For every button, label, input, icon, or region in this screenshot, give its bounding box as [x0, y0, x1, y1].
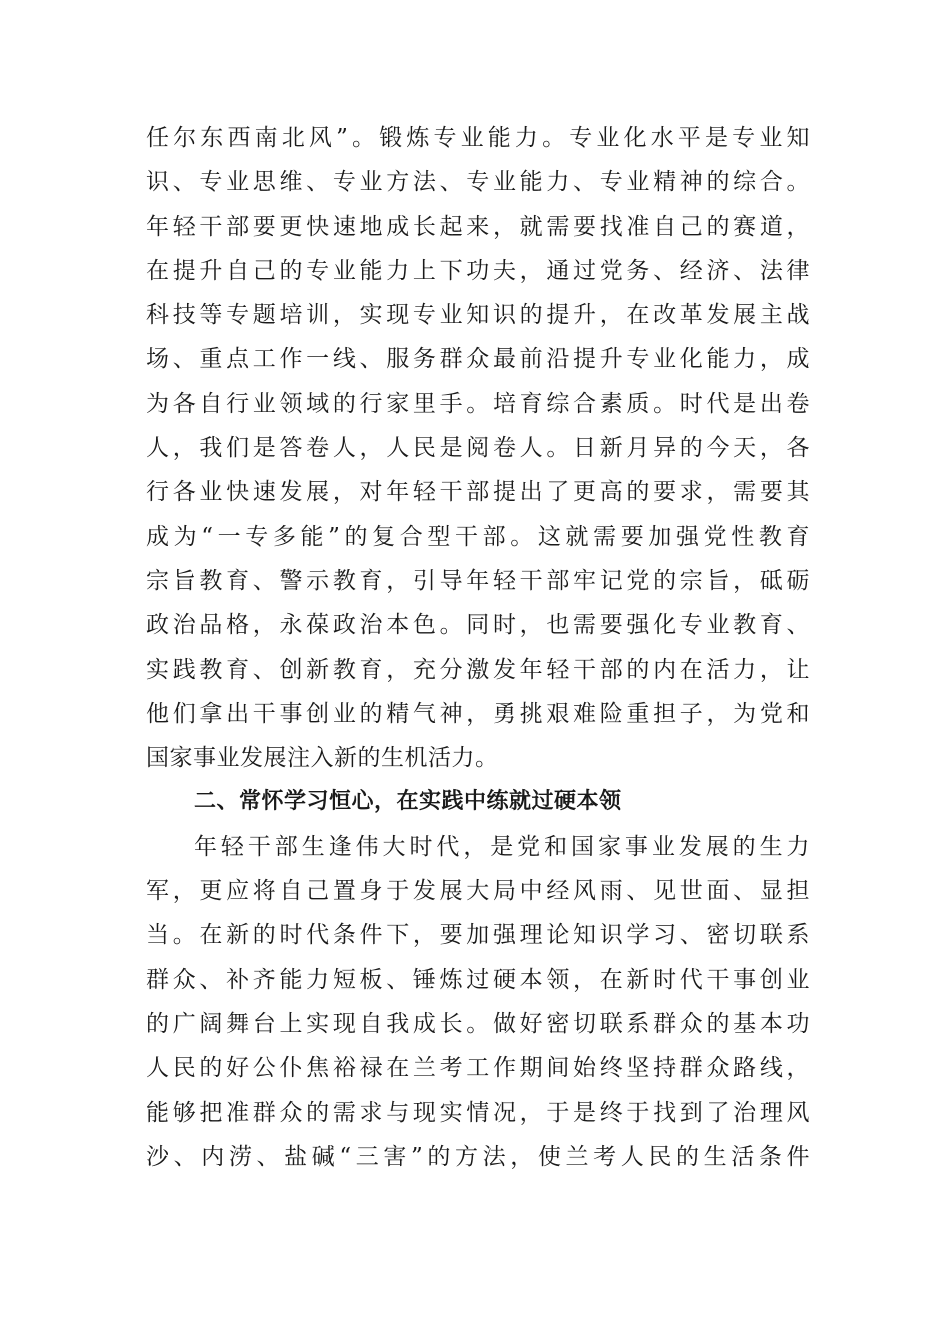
paragraph-1-line: 行各业快速发展，对年轻干部提出了更高的要求，需要其 — [146, 479, 810, 506]
document-body — [146, 116, 810, 1179]
paragraph-1-line: 人，我们是答卷人，人民是阅卷人。日新月异的今天，各 — [146, 435, 810, 462]
paragraph-1-line: 政治品格，永葆政治本色。同时，也需要强化专业教育、 — [146, 612, 810, 639]
paragraph-1-line: 场、重点工作一线、服务群众最前沿提升专业化能力，成 — [146, 346, 810, 373]
paragraph-1-line: 识、专业思维、专业方法、专业能力、专业精神的综合。 — [146, 169, 810, 196]
section-heading: 二、常怀学习恒心，在实践中练就过硬本领 — [194, 789, 622, 815]
paragraph-2-line: 当。在新的时代条件下，要加强理论知识学习、密切联系 — [146, 922, 810, 949]
paragraph-1-line: 科技等专题培训，实现专业知识的提升，在改革发展主战 — [146, 302, 810, 329]
paragraph-2-line: 的广阔舞台上实现自我成长。做好密切联系群众的基本功 — [146, 1010, 810, 1037]
paragraph-1-line: 在提升自己的专业能力上下功夫，通过党务、经济、法律 — [146, 257, 810, 284]
paragraph-1-line: 他们拿出干事创业的精气神，勇挑艰难险重担子，为党和 — [146, 700, 810, 727]
paragraph-2-line: 能够把准群众的需求与现实情况，于是终于找到了治理风 — [146, 1099, 810, 1126]
paragraph-1-line: 宗旨教育、警示教育，引导年轻干部牢记党的宗旨，砥砺 — [146, 567, 810, 594]
paragraph-2-line: 人民的好公仆焦裕禄在兰考工作期间始终坚持群众路线， — [146, 1055, 810, 1082]
paragraph-1-line: 为各自行业领域的行家里手。培育综合素质。时代是出卷 — [146, 390, 810, 417]
paragraph-1-line: 国家事业发展注入新的生机活力。 — [146, 745, 499, 772]
paragraph-1-line: 任尔东西南北风”。锻炼专业能力。专业化水平是专业知 — [146, 125, 810, 151]
paragraph-2-line: 群众、补齐能力短板、锤炼过硬本领，在新时代干事创业 — [146, 966, 810, 993]
paragraph-2-line: 军，更应将自己置身于发展大局中经风雨、见世面、显担 — [146, 878, 810, 905]
paragraph-1-line: 年轻干部要更快速地成长起来，就需要找准自己的赛道， — [146, 213, 810, 240]
paragraph-2-line: 沙、内涝、盐碱“三害”的方法，使兰考人民的生活条件 — [146, 1143, 810, 1170]
paragraph-2-line: 年轻干部生逢伟大时代，是党和国家事业发展的生力 — [194, 833, 810, 860]
paragraph-1-line: 成为“一专多能”的复合型干部。这就需要加强党性教育 — [146, 523, 810, 550]
paragraph-1-line: 实践教育、创新教育，充分激发年轻干部的内在活力，让 — [146, 656, 810, 683]
